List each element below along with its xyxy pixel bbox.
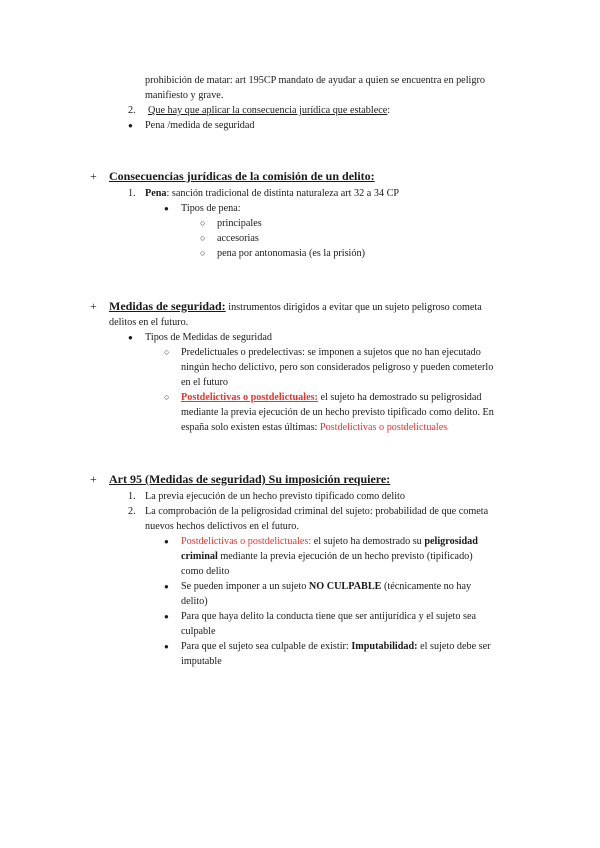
bullet-icon: ● [164, 537, 169, 546]
text: españa solo existen estas últimas: [181, 422, 320, 433]
red-text: Postdelictivas o postdelictuales: [181, 536, 312, 547]
list-item: principales [217, 218, 262, 229]
bullet-icon: ● [164, 582, 169, 591]
bullet-icon: ● [164, 612, 169, 621]
section-heading: Medidas de seguridad: [109, 299, 226, 313]
paragraph-line: ningún hecho delictivo, pero son considerados peligroso y pueden cometerlo [181, 362, 494, 373]
list-item: Tipos de Medidas de seguridad [145, 332, 272, 343]
definition-text: el sujeto ha demostrado su peligrosidad [317, 392, 482, 403]
circle-bullet-icon: ○ [200, 218, 206, 228]
list-item [181, 390, 482, 405]
text: Se pueden imponer a un sujeto [181, 581, 309, 592]
circle-bullet-icon: ○ [164, 392, 170, 402]
paragraph-line: en el futuro [181, 377, 228, 388]
bold-term: Pena [145, 188, 167, 199]
text: el sujeto debe ser [417, 641, 491, 652]
list-item: pena por antonomasia (es la prisión) [217, 248, 365, 259]
paragraph-line [181, 420, 447, 435]
red-text: Postdelictivas o postdelictuales [319, 422, 448, 433]
list-number: 1. [128, 188, 136, 199]
paragraph-line: nuevos hechos delictivos en el futuro. [145, 521, 299, 532]
circle-bullet-icon: ○ [200, 248, 206, 258]
list-item: La previa ejecución de un hecho previsto tipificado como delito [145, 491, 405, 502]
text: Para que el sujeto sea culpable de existir: [181, 641, 352, 652]
bullet-icon: ● [128, 333, 133, 342]
paragraph-line: imputable [181, 656, 222, 667]
text: mediante la previa ejecución de un hecho previsto (tipificado) [217, 551, 473, 562]
list-item: Pena /medida de seguridad [145, 120, 255, 131]
text: (técnicamente no hay [381, 581, 472, 592]
list-item [181, 579, 471, 594]
list-item: accesorias [217, 233, 259, 244]
paragraph-line: culpable [181, 626, 216, 637]
paragraph-line: delitos en el futuro. [109, 317, 189, 328]
list-item: Tipos de pena: [181, 203, 241, 214]
bullet-icon: ● [128, 121, 133, 130]
circle-bullet-icon: ○ [200, 233, 206, 243]
intro-text: instrumentos dirigidos a evitar que un sujeto peligroso cometa [225, 302, 482, 313]
plus-icon: + [90, 169, 97, 183]
list-item [181, 639, 491, 654]
definition-text: : sanción tradicional de distinta naturaleza art 32 a 34 CP [166, 188, 400, 199]
list-number: 2. [128, 105, 136, 116]
paragraph-line [181, 549, 473, 564]
colon: : [387, 105, 391, 116]
text: el sujeto ha demostrado su [311, 536, 425, 547]
plus-icon: + [90, 472, 97, 486]
plus-icon: + [90, 299, 97, 313]
paragraph-line: delito) [181, 596, 208, 607]
section-heading: Consecuencias jurídicas de la comisión de un delito: [109, 169, 375, 183]
paragraph-line: mediante la previa ejecución de un hecho previsto tipificado como delito. En [181, 407, 494, 418]
bold-term: criminal [181, 551, 218, 562]
red-label: Postdelictivas o postdelictuales: [181, 392, 318, 403]
list-number: 1. [128, 491, 136, 502]
bold-term: Imputabilidad: [351, 641, 418, 652]
paragraph-line: como delito [181, 566, 230, 577]
list-item: La comprobación de la peligrosidad criminal del sujeto: probabilidad de que cometa [145, 506, 489, 517]
bullet-icon: ● [164, 642, 169, 651]
bullet-icon: ● [164, 204, 169, 213]
bold-term: NO CULPABLE [308, 581, 382, 592]
paragraph-line: manifiesto y grave. [145, 90, 224, 101]
list-item [181, 534, 478, 549]
section-heading: Art 95 (Medidas de seguridad) Su imposición requiere: [109, 472, 391, 486]
list-item [145, 186, 399, 201]
bold-term: peligrosidad [424, 536, 478, 547]
list-item: Para que haya delito la conducta tiene que ser antijurídica y el sujeto sea [181, 611, 477, 622]
list-item: Predelictuales o predelectivas: se imponen a sujetos que no han ejecutado [181, 347, 481, 358]
underlined-text: Que hay que aplicar la consecuencia jurídica que establece [148, 105, 388, 116]
circle-bullet-icon: ○ [164, 347, 170, 357]
section-intro [109, 299, 482, 315]
list-item [148, 103, 390, 118]
list-number: 2. [128, 506, 136, 517]
paragraph-line: prohibición de matar: art 195CP mandato de ayudar a quien se encuentra en peligro [145, 75, 485, 86]
